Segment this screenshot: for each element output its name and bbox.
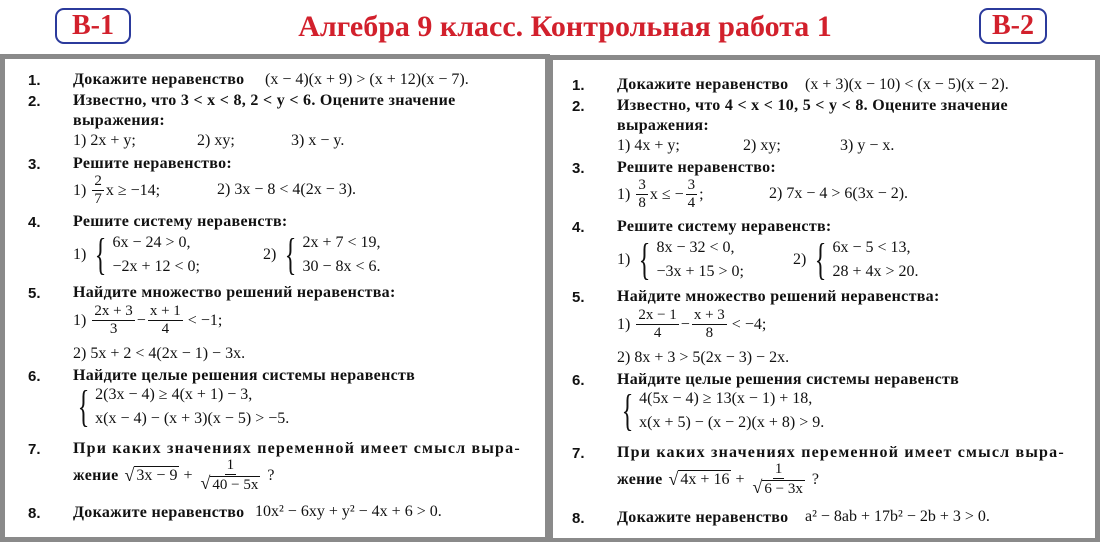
- variant-badge-1: В-1: [55, 8, 131, 44]
- brace-icon: {: [285, 230, 297, 279]
- task-expression: 10x² − 6xy + y² − 4x + 6 > 0.: [255, 503, 442, 520]
- fraction: $\frac{2x + 3}{3}$: [94, 303, 133, 337]
- task-text: Докажите неравенство: [73, 71, 245, 88]
- task-item: 2) 3x − 8 < 4(2x − 3).: [217, 181, 357, 198]
- brace-icon: {: [815, 235, 827, 284]
- task-item: 1) 2x + y;: [73, 132, 136, 149]
- task-number: 1.: [28, 72, 41, 89]
- task-number: 6.: [28, 368, 41, 385]
- task-number: 7.: [572, 445, 585, 462]
- task-text: Известно, что 3 < x < 8, 2 < y < 6. Оцените значение: [73, 92, 456, 109]
- task-number: 8.: [28, 505, 41, 522]
- variant-badge-2: В-2: [979, 8, 1047, 44]
- task-text: Решите систему неравенств:: [73, 213, 288, 230]
- task-item: жение √ 4x + 16 + $\frac{1}{√ 6 - 3x}$ ?: [617, 461, 819, 497]
- task-text-cont: выражения:: [617, 117, 709, 134]
- task-text: Найдите целые решения системы неравенств: [73, 367, 416, 384]
- task-item: 2) 7x − 4 > 6(3x − 2).: [769, 185, 909, 202]
- fraction: $\frac{x + 3}{8}$: [693, 307, 725, 341]
- task-item: 2) xy;: [197, 132, 235, 149]
- task-text: При каких значениях переменной имеет смысл выра-: [617, 444, 1065, 461]
- brace-icon: {: [77, 382, 90, 431]
- task-text: Найдите целые решения системы неравенств: [617, 371, 960, 388]
- task-number: 7.: [28, 441, 41, 458]
- task-text: При каких значениях переменной имеет смысл выра-: [73, 440, 521, 457]
- task-text: Найдите множество решений неравенства:: [73, 284, 396, 301]
- brace-icon: {: [621, 386, 634, 435]
- task-text: Решите систему неравенств:: [617, 218, 832, 235]
- fraction: $\frac{2}{7}$: [94, 173, 102, 207]
- sqrt-expression: 3x − 9: [136, 467, 178, 484]
- task-number: 4.: [28, 214, 41, 231]
- task-text: Найдите множество решений неравенства:: [617, 288, 940, 305]
- task-number: 2.: [28, 93, 41, 110]
- task-item: 1) $\frac{2x + 3}{3}$ − $\frac{x + 1}{4}$ < −1;: [73, 303, 223, 337]
- task-expression: a² − 8ab + 17b² − 2b + 3 > 0.: [805, 508, 990, 525]
- task-item: 2) xy;: [743, 137, 781, 154]
- fraction: $\frac{2x - 1}{4}$: [638, 307, 677, 341]
- task-item: 1) $\frac{2x - 1}{4}$ − $\frac{x + 3}{8}$ < −4;: [617, 307, 767, 341]
- task-item: 1) 4x + y;: [617, 137, 680, 154]
- fraction: $\frac{x + 1}{4}$: [149, 303, 181, 337]
- task-item: 2) 8x + 3 > 5(2x − 3) − 2x.: [617, 349, 790, 366]
- fraction: $\frac{1}{√ 6 - 3x}$: [752, 461, 803, 497]
- fraction: $\frac{3}{4}$: [687, 177, 696, 211]
- task-number: 2.: [572, 98, 585, 115]
- task-text: Решите неравенство:: [617, 159, 777, 176]
- task-number: 1.: [572, 77, 585, 94]
- variant-1-panel: [0, 54, 550, 542]
- task-expression: (x + 3)(x − 10) < (x − 5)(x − 2).: [805, 76, 1009, 93]
- system-2: 2) { 6x − 5 < 13, 28 + 4x > 20.: [793, 235, 919, 284]
- task-number: 5.: [572, 289, 585, 306]
- fraction: $\frac{3}{8}$: [638, 177, 646, 211]
- task-text: Докажите неравенство: [617, 76, 789, 93]
- system: { 2(3x − 4) ≥ 4(x + 1) − 3, x(x − 4) − (x + 3)(x − 5) > −5.: [77, 382, 290, 431]
- task-number: 3.: [572, 160, 585, 177]
- task-item: 1) $\frac{2}{7}$ x ≥ −14;: [73, 173, 161, 207]
- variant-2-panel: [548, 55, 1100, 542]
- page-header: [0, 0, 1100, 48]
- task-number: 3.: [28, 156, 41, 173]
- task-text: Докажите неравенство: [617, 509, 789, 526]
- task-item: 3) x − y.: [291, 132, 345, 149]
- fraction: $\frac{1}{√ 40 - 5x}$: [200, 457, 259, 493]
- task-number: 6.: [572, 372, 585, 389]
- task-item: жение √ 3x − 9 + $\frac{1}{√ 40 - 5x}$ ?: [73, 457, 275, 493]
- system-1: 1) { 6x − 24 > 0, −2x + 12 < 0;: [73, 230, 200, 279]
- task-text: Докажите неравенство: [73, 504, 245, 521]
- system-1: 1) { 8x − 32 < 0, −3x + 15 > 0;: [617, 235, 744, 284]
- task-text-cont: выражения:: [73, 112, 165, 129]
- task-number: 5.: [28, 285, 41, 302]
- task-number: 4.: [572, 219, 585, 236]
- brace-icon: {: [639, 235, 651, 284]
- task-text: Решите неравенство:: [73, 155, 233, 172]
- sqrt-expression: 4x + 16: [680, 471, 730, 488]
- system: { 4(5x − 4) ≥ 13(x − 1) + 18, x(x + 5) − (x − 2)(x + 8) > 9.: [621, 386, 825, 435]
- task-expression: (x − 4)(x + 9) > (x + 12)(x − 7).: [265, 71, 469, 88]
- task-text: Известно, что 4 < x < 10, 5 < y < 8. Оцените значение: [617, 97, 1008, 114]
- system-2: 2) { 2x + 7 < 19, 30 − 8x < 6.: [263, 230, 381, 279]
- brace-icon: {: [95, 230, 107, 279]
- task-item: 1) $\frac{3}{8}$ x ≤ − $\frac{3}{4}$ ;: [617, 177, 704, 211]
- task-item: 2) 5x + 2 < 4(2x − 1) − 3x.: [73, 345, 246, 362]
- page-title: Алгебра 9 класс. Контрольная работа 1: [298, 10, 832, 43]
- task-item: 3) y − x.: [840, 137, 895, 154]
- task-number: 8.: [572, 510, 585, 527]
